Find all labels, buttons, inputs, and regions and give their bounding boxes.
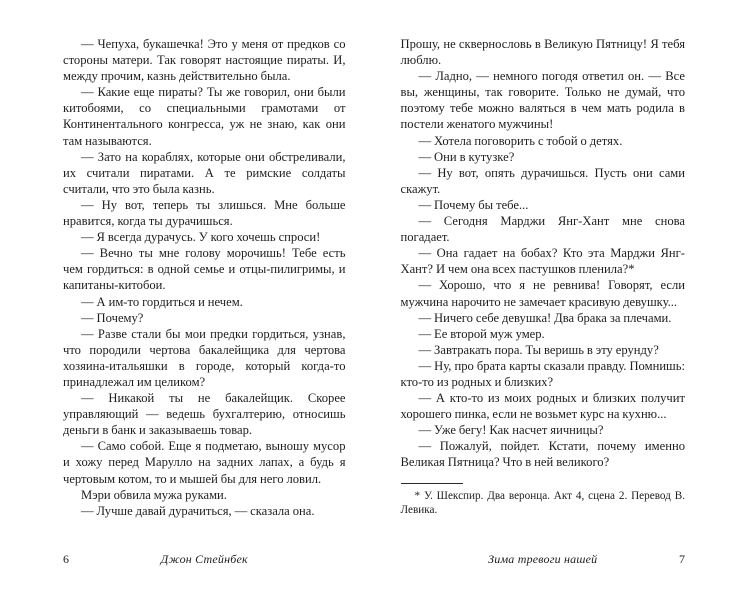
paragraph: — Само собой. Еще я подметаю, выношу мусор и хожу перед Марулло на задних лапах, а будь я чертовым котом, то и мышей бы для него ловил. xyxy=(63,439,346,486)
page-left-text xyxy=(63,36,346,519)
paragraph: — Хорошо, что я не ревнива! Говорят, если мужчина нарочито не замечает красивую девушку... xyxy=(400,278,685,309)
paragraph: — Ну вот, теперь ты злишься. Мне больше нравится, когда ты дурачишься. xyxy=(63,197,346,229)
paragraph: — Ладно, — немного погодя ответил он. — Все вы, женщины, так говорите. Только не думай, что поэтому тебе можно валяться в чем мать родила в постели женатого мужчины! xyxy=(400,69,685,132)
paragraph: — Завтракать пора. Ты веришь в эту ерунду? xyxy=(418,342,659,357)
paragraph: — Ее второй муж умер. xyxy=(418,326,545,341)
paragraph: Мэри обвила мужа руками. xyxy=(81,487,227,502)
paragraph: — Ничего себе девушка! Два брака за плечами. xyxy=(418,310,672,325)
page-right xyxy=(374,0,747,591)
paragraph: — Какие еще пираты? Ты же говорил, они были китобоями, со специальными грамотами от Континентального конгресса, уж не знаю, как они там называются. xyxy=(63,85,346,148)
paragraph: — Уже бегу! Как насчет яичницы? xyxy=(418,423,604,438)
paragraph: — Пожалуй, пойдет. Кстати, почему именно Великая Пятница? Что в ней великого? xyxy=(400,439,685,470)
page-number-right: 7 xyxy=(679,552,685,566)
paragraph: — Хотела поговорить с тобой о детях. xyxy=(418,133,623,148)
paragraph: — Вечно ты мне голову морочишь! Тебе есть чем гордиться: в одной семье и отцы-пилигримы, и капитаны-китобои. xyxy=(63,246,346,293)
paragraph: — Ну, про брата карты сказали правду. Помнишь: кто-то из родных и близких? xyxy=(400,358,685,389)
paragraph: — А им-то гордиться и нечем. xyxy=(81,294,243,309)
paragraph: — Ну вот, опять дурачишься. Пусть они сами скажут. xyxy=(400,165,685,196)
paragraph: — Лучше давай дурачиться, — сказала она. xyxy=(81,503,315,518)
footnote: * У. Шекспир. Два веронца. Акт 4, сцена 2. Перевод В. Левика. xyxy=(400,489,685,517)
paragraph: — А кто-то из моих родных и близких получит хорошего пинка, если не возьмет курс на кухню... xyxy=(400,391,685,422)
page-number-left: 6 xyxy=(63,552,69,566)
page-right-footer xyxy=(401,551,686,567)
paragraph: — Сегодня Марджи Янг-Хант мне снова погадает. xyxy=(400,214,685,245)
paragraph: — Почему бы тебе... xyxy=(418,197,529,212)
page-left-footer xyxy=(63,551,346,567)
paragraph: — Почему? xyxy=(81,310,144,325)
paragraph: — Чепуха, букашечка! Это у меня от предков со стороны матери. Так говорят настоящие пираты. И, между прочим, казнь действительно была. xyxy=(63,37,346,84)
footnote-separator xyxy=(401,483,463,484)
paragraph: — Разве стали бы мои предки гордиться, узнав, что породили чертова бакалейщика для чертова хозяина-итальяшки в городе, который когда-то принадлежал им целиком? xyxy=(63,326,346,389)
running-title-book: Зима тревоги нашей xyxy=(488,552,598,566)
paragraph: — Я всегда дурачусь. У кого хочешь спроси! xyxy=(81,230,321,245)
paragraph: — Они в кутузке? xyxy=(418,149,515,164)
running-title-author: Джон Стейнбек xyxy=(160,552,248,566)
paragraph: — Никакой ты не бакалейщик. Скорее управляющий — ведешь бухгалтерию, относишь деньги в банк и заказываешь товар. xyxy=(63,391,346,438)
footnote-block xyxy=(401,483,686,518)
paragraph: — Зато на кораблях, которые они обстреливали, их считали пиратами. А те римские солдаты считали, что это была казнь. xyxy=(63,149,346,196)
paragraph: Прошу, не сквернословь в Великую Пятницу! Я тебя люблю. xyxy=(400,37,685,68)
page-right-text xyxy=(401,36,686,471)
paragraph: — Она гадает на бобах? Кто эта Марджи Янг-Хант? И чем она всех пастушков пленила?* xyxy=(400,246,685,277)
